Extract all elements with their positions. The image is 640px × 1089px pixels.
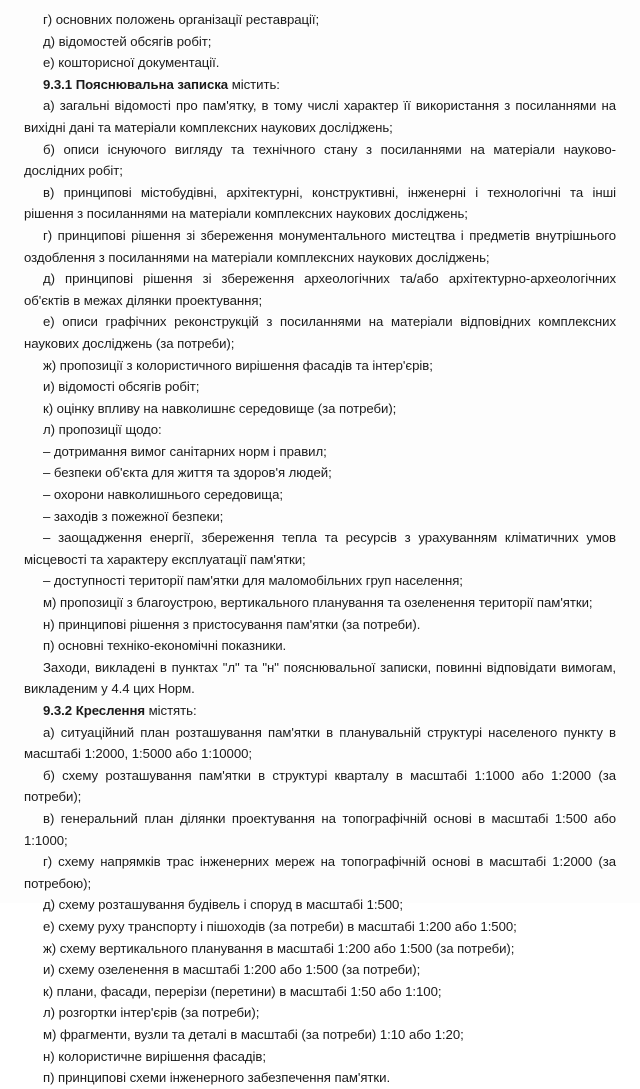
- paragraph-g-shemu-napriamkiv-tras: г) схему напрямків трас інженерних мереж на топографічній основі в масштабі 1:2000 (за потребою);: [24, 854, 616, 891]
- paragraph-p-osnovni-tehniko-ekonomichni: п) основні техніко-економічні показники.: [43, 638, 287, 654]
- paragraph-e-opysy-hrafichnyh-rekonstruktsii: е) описи графічних реконструкцій з посиланнями на матеріали відповідних комплексних наукових досліджень (за потреби);: [24, 314, 616, 351]
- paragraph-zahody-vykladeni: Заходи, викладені в пунктах "л" та "н" пояснювальної записки, повинні відповідати вимогам, викладеним у 4.4 цих Норм.: [24, 659, 616, 697]
- dash-item-bezpeky-obiekta: – безпеки об'єкта для життя та здоров'я людей;: [43, 465, 332, 481]
- paragraph-n-pryntsypovi-rishennia-prystosuvannia: н) принципові рішення з пристосування пам'ятки (за потреби).: [43, 616, 421, 632]
- paragraph-l-rozhortky-interieriv: л) розгортки інтер'єрів (за потреби);: [43, 1005, 260, 1021]
- dash-item-ohorony-seredovyshcha: – охорони навколишнього середовища;: [43, 487, 283, 503]
- paragraph-a-sytuatsiinyi-plan: а) ситуаційний план розташування пам'ятки в планувальній структурі населеного пункту в масштабі 1:2000, 1:5000 або 1:10000;: [24, 724, 616, 762]
- heading-9-3-2: [24, 700, 616, 722]
- paragraph-zh-shemu-vertykalnoho-planuvannia: ж) схему вертикального планування в масштабі 1:200 або 1:500 (за потреби);: [43, 940, 515, 956]
- paragraph-m-frahmenty-vuzly-detali: м) фрагменти, вузли та деталі в масштабі (за потреби) 1:10 або 1:20;: [43, 1026, 464, 1042]
- heading-9-3-2-suffix: містять:: [145, 703, 197, 718]
- paragraph-g-pryntsypovi-rishennia-monumentalnoho: г) принципові рішення зі збереження монументального мистецтва і предметів внутрішнього оздоблення з посиланнями на матеріали комплексних наукових досліджень;: [24, 227, 616, 265]
- paragraph-y-vidomosti-obsiagiv-robit: и) відомості обсягів робіт;: [43, 379, 200, 395]
- paragraph-g-osnovnyh-polozhen: г) основних положень організації реставрації;: [43, 12, 320, 27]
- paragraph-d-shemu-roztashuvannia-budivel: д) схему розташування будівель і споруд в масштабі 1:500;: [43, 897, 403, 913]
- paragraph-b-opysy-isnuyuchogo: б) описи існуючого вигляду та технічного стану з посиланнями на матеріали науково-дослідних робіт;: [24, 141, 616, 179]
- heading-9-3-1-number-title: 9.3.1 Пояснювальна записка: [43, 76, 229, 92]
- paragraph-n-kolorystychne-vyrishennia: н) колористичне вирішення фасадів;: [43, 1048, 266, 1064]
- paragraph-v-heneralnyi-plan: в) генеральний план ділянки проектування на топографічній основі в масштабі 1:500 або 1:1000;: [24, 810, 616, 848]
- paragraph-k-otsinku-vplyvu: к) оцінку впливу на навколишнє середовище (за потреби);: [43, 400, 397, 416]
- paragraph-k-plany-fasady-pererizy: к) плани, фасади, перерізи (перетини) в масштабі 1:50 або 1:100;: [43, 983, 442, 999]
- paragraph-l-propozytsii-shchodo: л) пропозиції щодо:: [43, 422, 162, 438]
- paragraph-e-koshtorysnoi-dokumentatsii: е) кошторисної документації.: [43, 55, 220, 71]
- paragraph-e-shemu-ruhu-transportu: е) схему руху транспорту і пішоходів (за потреби) в масштабі 1:200 або 1:500;: [43, 918, 517, 934]
- document-text-column: [24, 9, 616, 1089]
- heading-9-3-1-suffix: містить:: [228, 76, 280, 92]
- dash-item-dostupnosti-terytorii: – доступності території пам'ятки для маломобільних груп населення;: [43, 573, 463, 589]
- paragraph-d-pryntsypovi-rishennia-arheolohichnyh: д) принципові рішення зі збереження археологічних та/або архітектурно-археологічних об'єктів в межах ділянки проектування;: [24, 271, 616, 308]
- paragraph-b-shemu-roztashuvannia-kvartalu: б) схему розташування пам'ятки в структурі кварталу в масштабі 1:1000 або 1:2000 (за потреби);: [24, 767, 616, 805]
- heading-9-3-2-number-title: 9.3.2 Креслення: [43, 703, 146, 718]
- heading-9-3-1: [24, 74, 616, 96]
- paragraph-m-propozytsii-blahoustroiu: м) пропозиції з благоустрою, вертикального планування та озеленення території пам'ятки;: [43, 595, 593, 611]
- dash-item-dotrymannia-vymoh: – дотримання вимог санітарних норм і правил;: [43, 443, 327, 459]
- dash-item-zaoshchadzhennia-enerhii: – заощадження енергії, збереження тепла та ресурсів з урахуванням кліматичних умов місцевості та характеру експлуатації пам'ятки;: [24, 530, 616, 567]
- paragraph-p-pryntsypovi-shemy-inzhenernoho: п) принципові схеми інженерного забезпечення пам'ятки.: [43, 1070, 391, 1086]
- paragraph-a-zagalni-vidomosti: а) загальні відомості про пам'ятку, в тому числі характер її використання з посиланнями на вихідні дані та матеріали комплексних наукових досліджень;: [24, 98, 616, 135]
- paragraph-y-shemu-ozelenennia: и) схему озеленення в масштабі 1:200 або 1:500 (за потреби);: [43, 962, 421, 978]
- paragraph-d-vidomostei-obsiagiv: д) відомостей обсягів робіт;: [43, 33, 212, 49]
- dash-item-zahodiv-pozhezhnoi-bezpeky: – заходів з пожежної безпеки;: [43, 508, 224, 524]
- paragraph-v-pryntsypovi-mistobudivni: в) принципові містобудівні, архітектурні, конструктивні, інженерні і технологічні та інші рішення з посиланнями на матеріали комплексних наукових досліджень;: [24, 184, 616, 222]
- paragraph-zh-propozytsii-kolorystychnoho: ж) пропозиції з колористичного вирішення фасадів та інтер'єрів;: [43, 357, 433, 373]
